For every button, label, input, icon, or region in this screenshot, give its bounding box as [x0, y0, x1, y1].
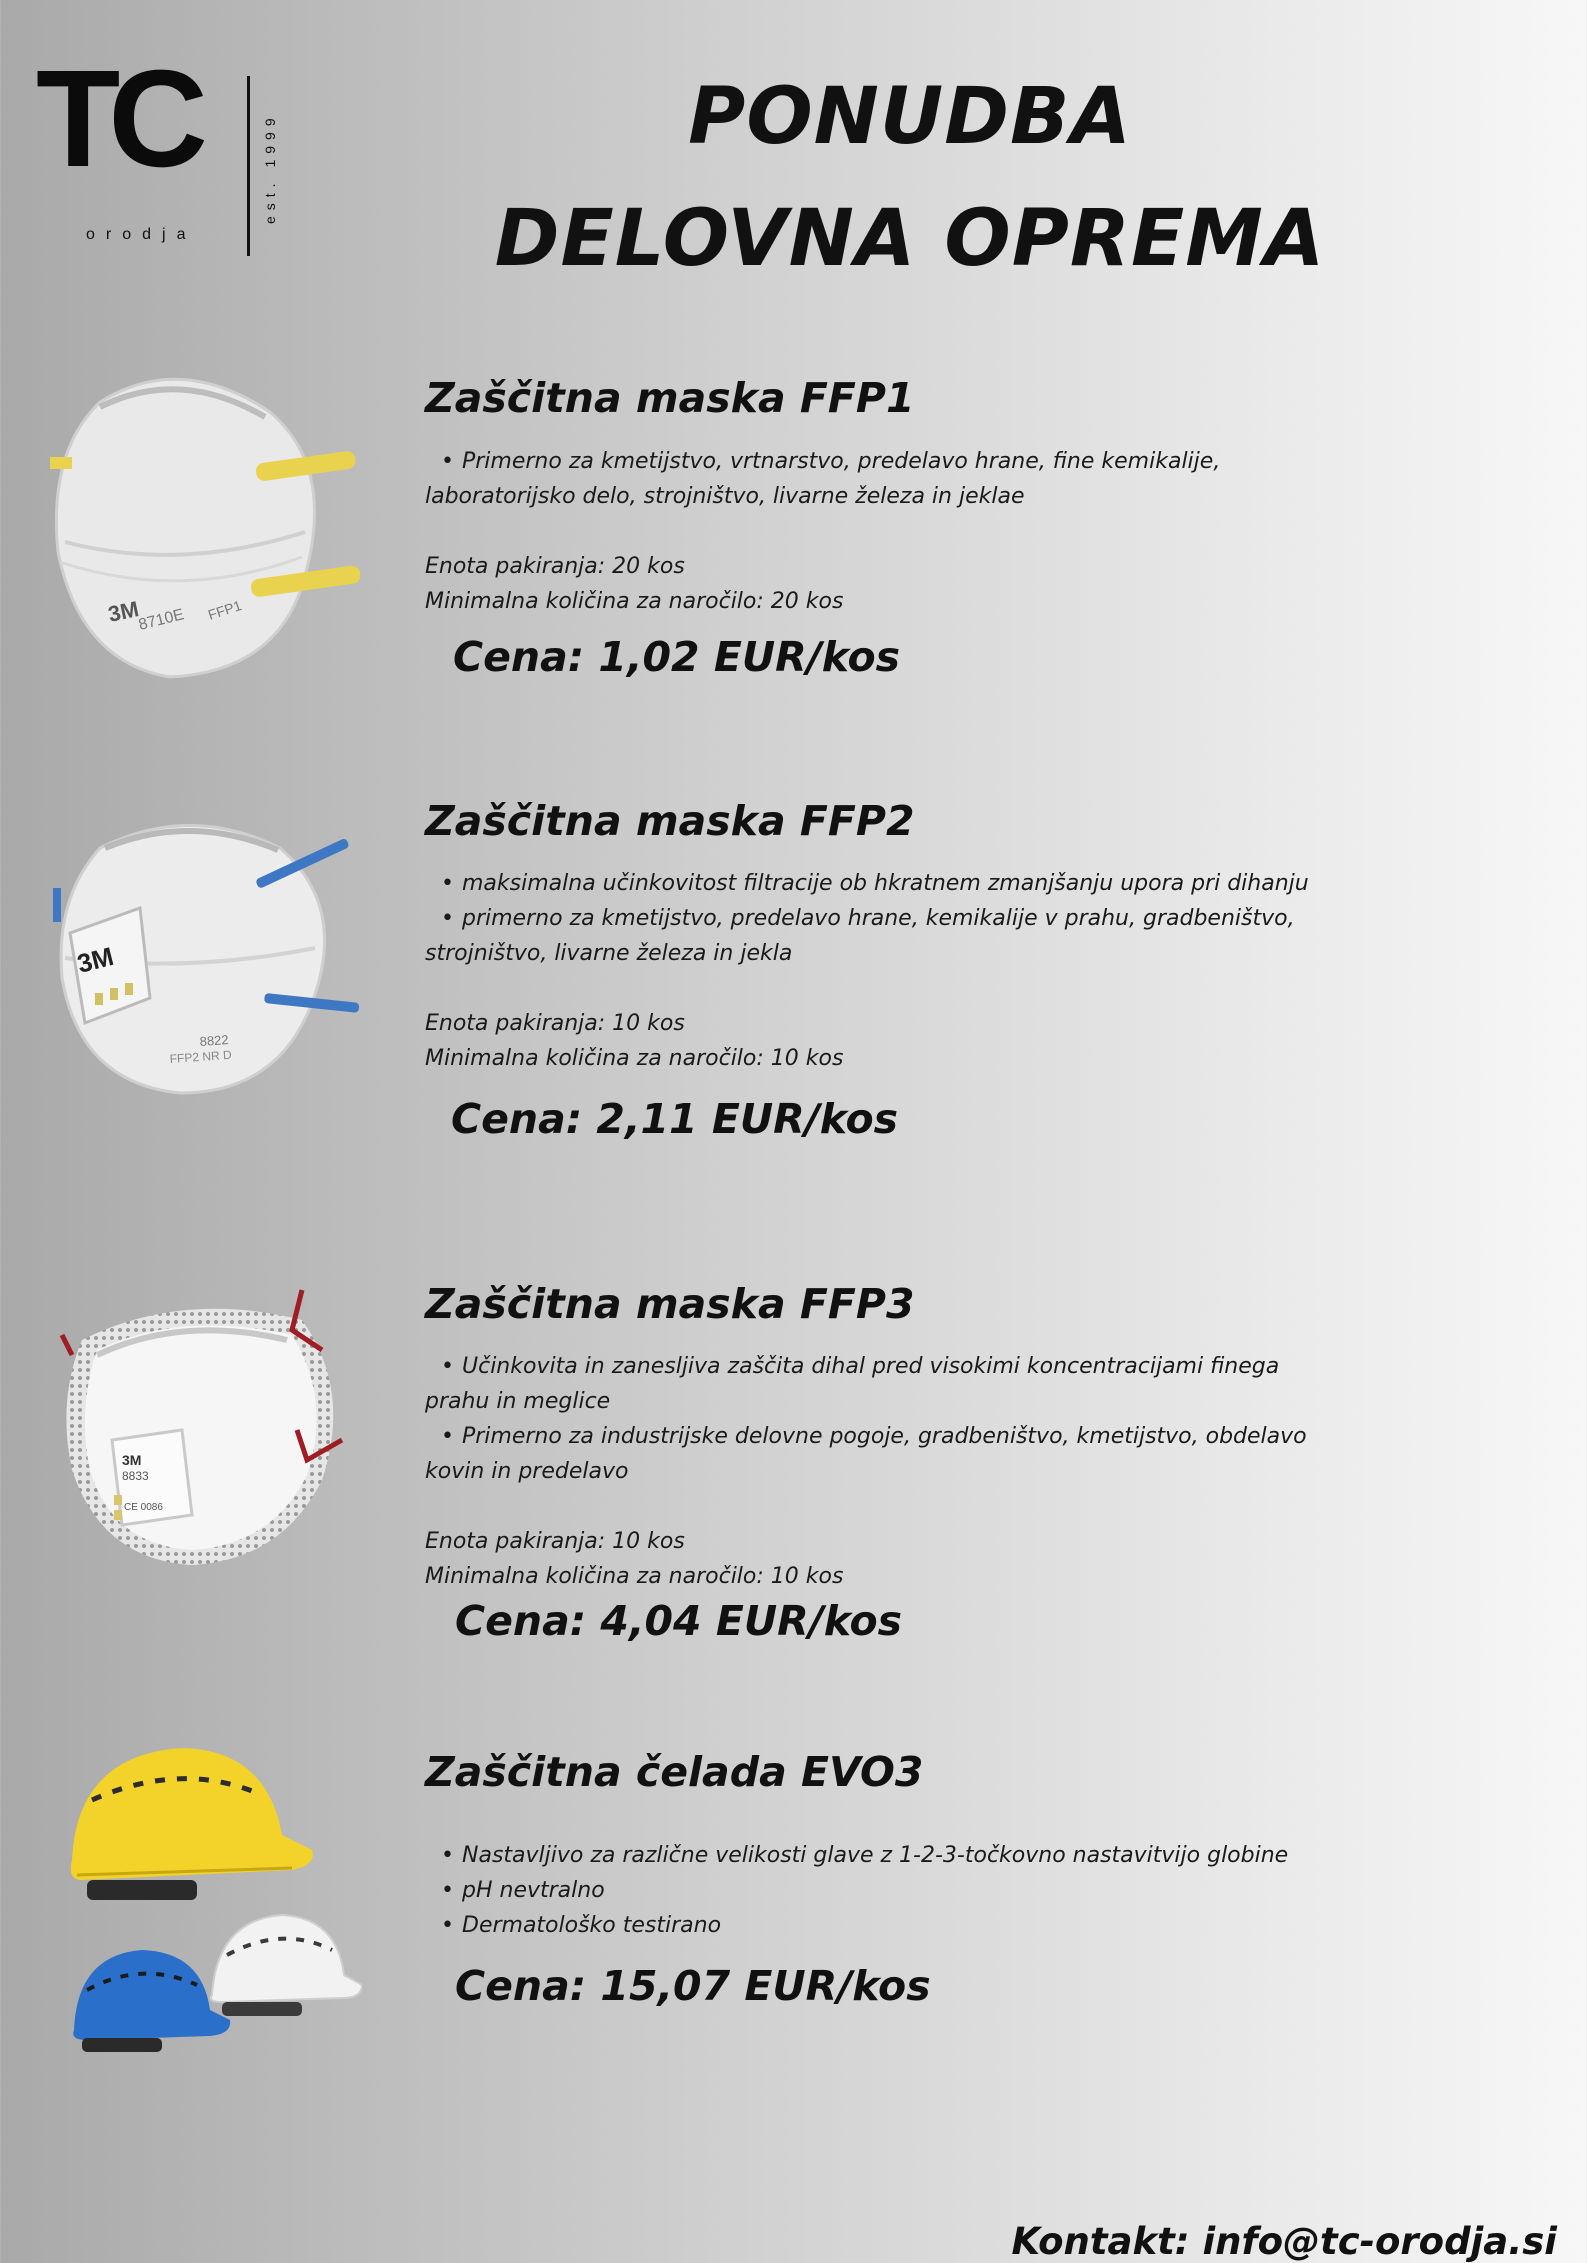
white-helmet-icon — [211, 1915, 362, 2016]
product-2-price: Cena: 2,11 EUR/kos — [451, 1095, 899, 1143]
contact-email[interactable]: Kontakt: info@tc-orodja.si — [1011, 2220, 1557, 2263]
product-1-title: Zaščitna maska FFP1 — [425, 374, 915, 422]
ffp1-mask-icon — [40, 362, 360, 682]
product-3-bullet-1: • Učinkovita in zanesljiva zaščita dihal pred visokimi koncentracijami finega — [425, 1349, 1345, 1384]
product-4-title: Zaščitna čelada EVO3 — [425, 1748, 924, 1796]
product-3-packaging: Enota pakiranja: 10 kos — [425, 1529, 685, 1554]
ffp1-mask-model: 8710E — [136, 606, 186, 634]
product-4-bullet-2: • pH nevtralno — [425, 1873, 1345, 1908]
product-3-minimum: Minimalna količina za naročilo: 10 kos — [425, 1564, 844, 1589]
product-1-bullet-1-continued: laboratorijsko delo, strojništvo, livarne železa in jeklae — [425, 484, 1025, 509]
product-2-packaging: Enota pakiranja: 10 kos — [425, 1011, 685, 1036]
product-2-bullet-2-continued: strojništvo, livarne železa in jekla — [425, 941, 793, 966]
product-4-bullet-1: • Nastavljivo za različne velikosti glave z 1-2-3-točkovno nastavitvijo globine — [425, 1838, 1345, 1873]
ffp3-mask-model: 8833 — [122, 1469, 149, 1483]
product-2-bullet-2: • primerno za kmetijstvo, predelavo hrane, kemikalije v prahu, gradbeništvo, — [425, 901, 1345, 936]
product-2-bullet-1: • maksimalna učinkovitost filtracije ob hkratnem zmanjšanju upora pri dihanju — [425, 866, 1345, 901]
product-3-bullet-2: • Primerno za industrijske delovne pogoje, gradbeništvo, kmetijstvo, obdelavo — [425, 1419, 1345, 1454]
product-1-minimum: Minimalna količina za naročilo: 20 kos — [425, 589, 844, 614]
product-1-packaging: Enota pakiranja: 20 kos — [425, 554, 685, 579]
logo-subtext: orodja — [86, 226, 197, 243]
product-1-price: Cena: 1,02 EUR/kos — [453, 633, 901, 681]
ffp1-mask-brand: 3M — [105, 596, 141, 627]
ffp3-mask-brand: 3M — [122, 1452, 142, 1468]
logo-established: est. 1999 — [262, 112, 278, 224]
product-2-description — [425, 866, 1345, 971]
helmet-icon — [62, 1740, 362, 2060]
product-3-price: Cena: 4,04 EUR/kos — [455, 1597, 903, 1645]
product-4-description — [425, 1838, 1345, 1943]
ffp1-mask-class: FFP1 — [205, 597, 244, 623]
product-2-title: Zaščitna maska FFP2 — [425, 797, 915, 845]
yellow-helmet-icon — [71, 1748, 313, 1900]
product-4-price: Cena: 15,07 EUR/kos — [455, 1962, 931, 2010]
product-1-bullet-1: • Primerno za kmetijstvo, vrtnarstvo, predelavo hrane, fine kemikalije, — [425, 444, 1345, 479]
product-3-title: Zaščitna maska FFP3 — [425, 1280, 915, 1328]
product-4-bullet-3: • Dermatološko testirano — [425, 1908, 1345, 1943]
product-3-bullet-2-continued: kovin in predelavo — [425, 1459, 629, 1484]
logo-mark: TC — [36, 42, 196, 196]
product-3-bullet-1-continued: prahu in meglice — [425, 1389, 611, 1414]
ffp3-mask-icon — [52, 1270, 362, 1570]
product-1-description — [425, 444, 1345, 514]
tc-logo — [36, 42, 296, 259]
blue-helmet-icon — [73, 1950, 230, 2052]
page-title-line-2: DELOVNA OPREMA — [494, 194, 1326, 284]
ffp2-mask-brand: 3M — [74, 940, 117, 979]
product-3-description — [425, 1349, 1345, 1489]
page-title-line-1: PONUDBA — [688, 72, 1132, 162]
ffp3-mask-mark: CE 0086 — [124, 1502, 163, 1513]
ffp2-mask-model: 8822 — [199, 1032, 230, 1049]
product-2-minimum: Minimalna količina za naročilo: 10 kos — [425, 1046, 844, 1071]
logo-divider — [247, 76, 250, 256]
ffp2-mask-class: FFP2 NR D — [169, 1047, 233, 1066]
ffp2-mask-icon — [50, 808, 360, 1098]
